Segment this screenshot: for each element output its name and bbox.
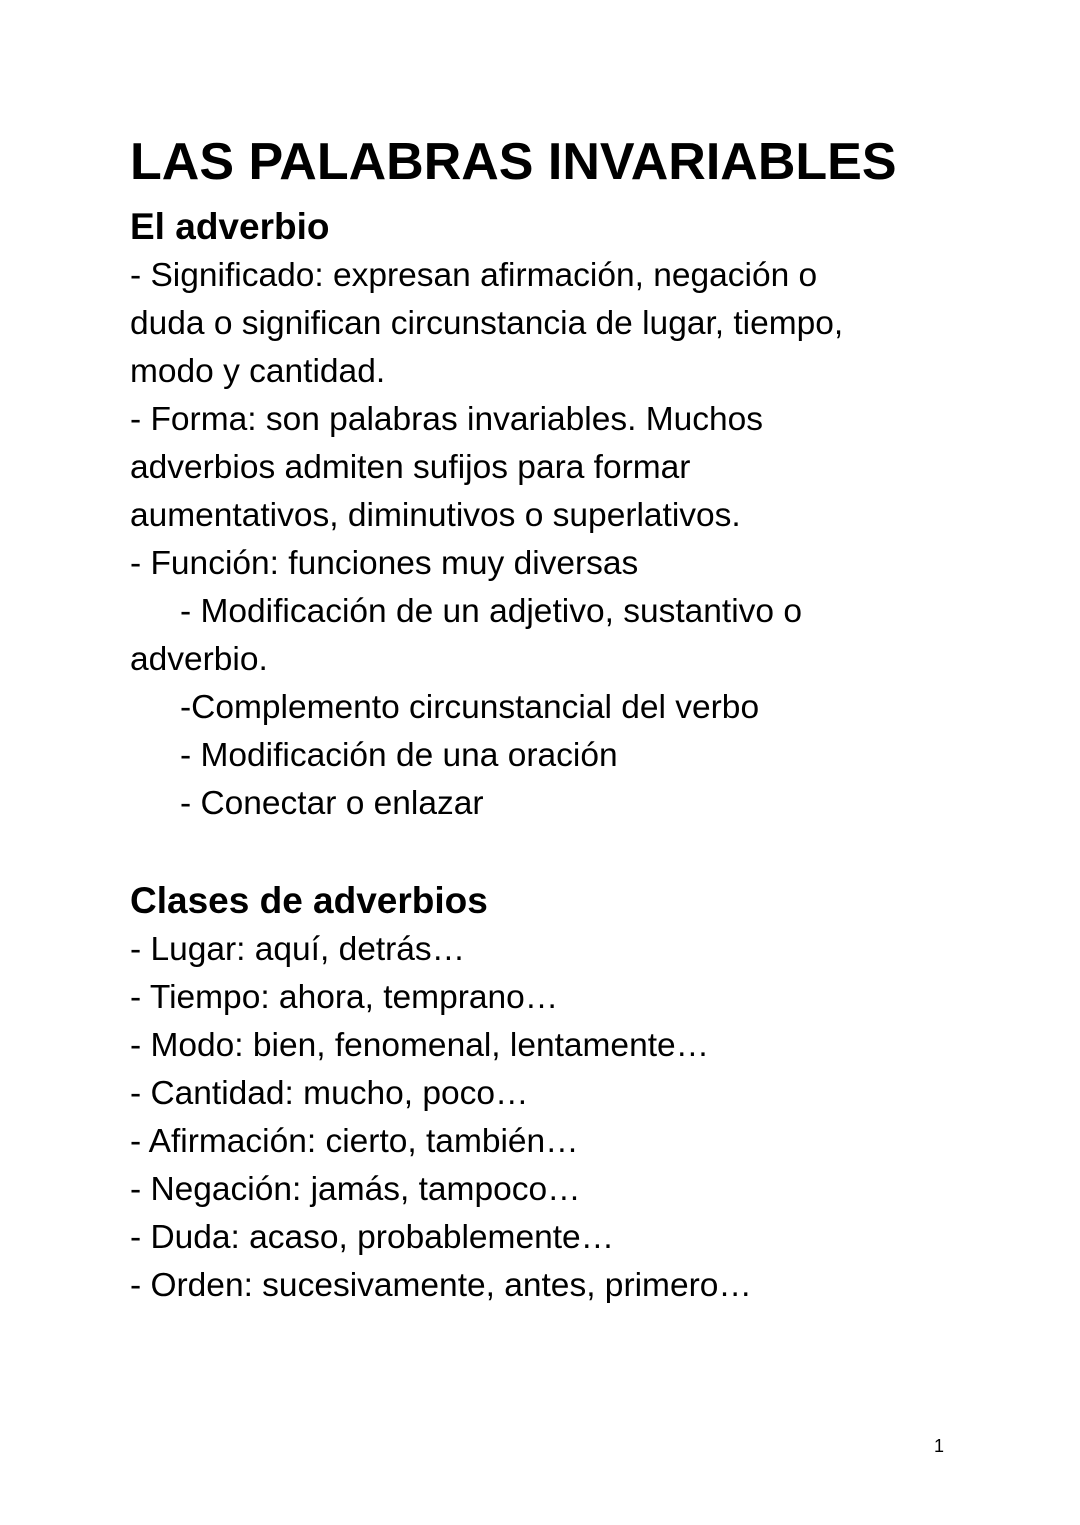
page-title: LAS PALABRAS INVARIABLES: [130, 133, 897, 191]
text-line: - Función: funciones muy diversas: [130, 545, 639, 582]
list-item: - Orden: sucesivamente, antes, primero…: [130, 1267, 752, 1304]
text-line: modo y cantidad.: [130, 353, 386, 390]
text-line: adverbio.: [130, 641, 268, 678]
page-number: 1: [934, 1436, 945, 1456]
list-item: - Tiempo: ahora, temprano…: [130, 979, 559, 1016]
list-item: - Afirmación: cierto, también…: [130, 1123, 579, 1160]
section-heading-adverbio: El adverbio: [130, 206, 330, 247]
adverbio-text-block: [130, 252, 843, 828]
list-item: - Negación: jamás, tampoco…: [130, 1171, 581, 1208]
text-line: - Forma: son palabras invariables. Muchos: [130, 401, 764, 438]
text-line-indented: - Modificación de un adjetivo, sustantivo o: [180, 593, 802, 630]
text-line-indented: -Complemento circunstancial del verbo: [180, 689, 760, 726]
list-item: - Modo: bien, fenomenal, lentamente…: [130, 1027, 710, 1064]
text-line: duda o significan circunstancia de lugar, tiempo,: [130, 305, 844, 342]
text-line-indented: - Modificación de una oración: [180, 737, 618, 774]
text-line-indented: - Conectar o enlazar: [180, 785, 484, 822]
clases-list: [130, 926, 752, 1310]
text-line: adverbios admiten sufijos para formar: [130, 449, 691, 486]
section-heading-clases: Clases de adverbios: [130, 880, 488, 921]
list-item: - Lugar: aquí, detrás…: [130, 931, 466, 968]
list-item: - Duda: acaso, probablemente…: [130, 1219, 615, 1256]
list-item: - Cantidad: mucho, poco…: [130, 1075, 529, 1112]
text-line: aumentativos, diminutivos o superlativos.: [130, 497, 741, 534]
text-line: - Significado: expresan afirmación, negación o: [130, 257, 818, 294]
